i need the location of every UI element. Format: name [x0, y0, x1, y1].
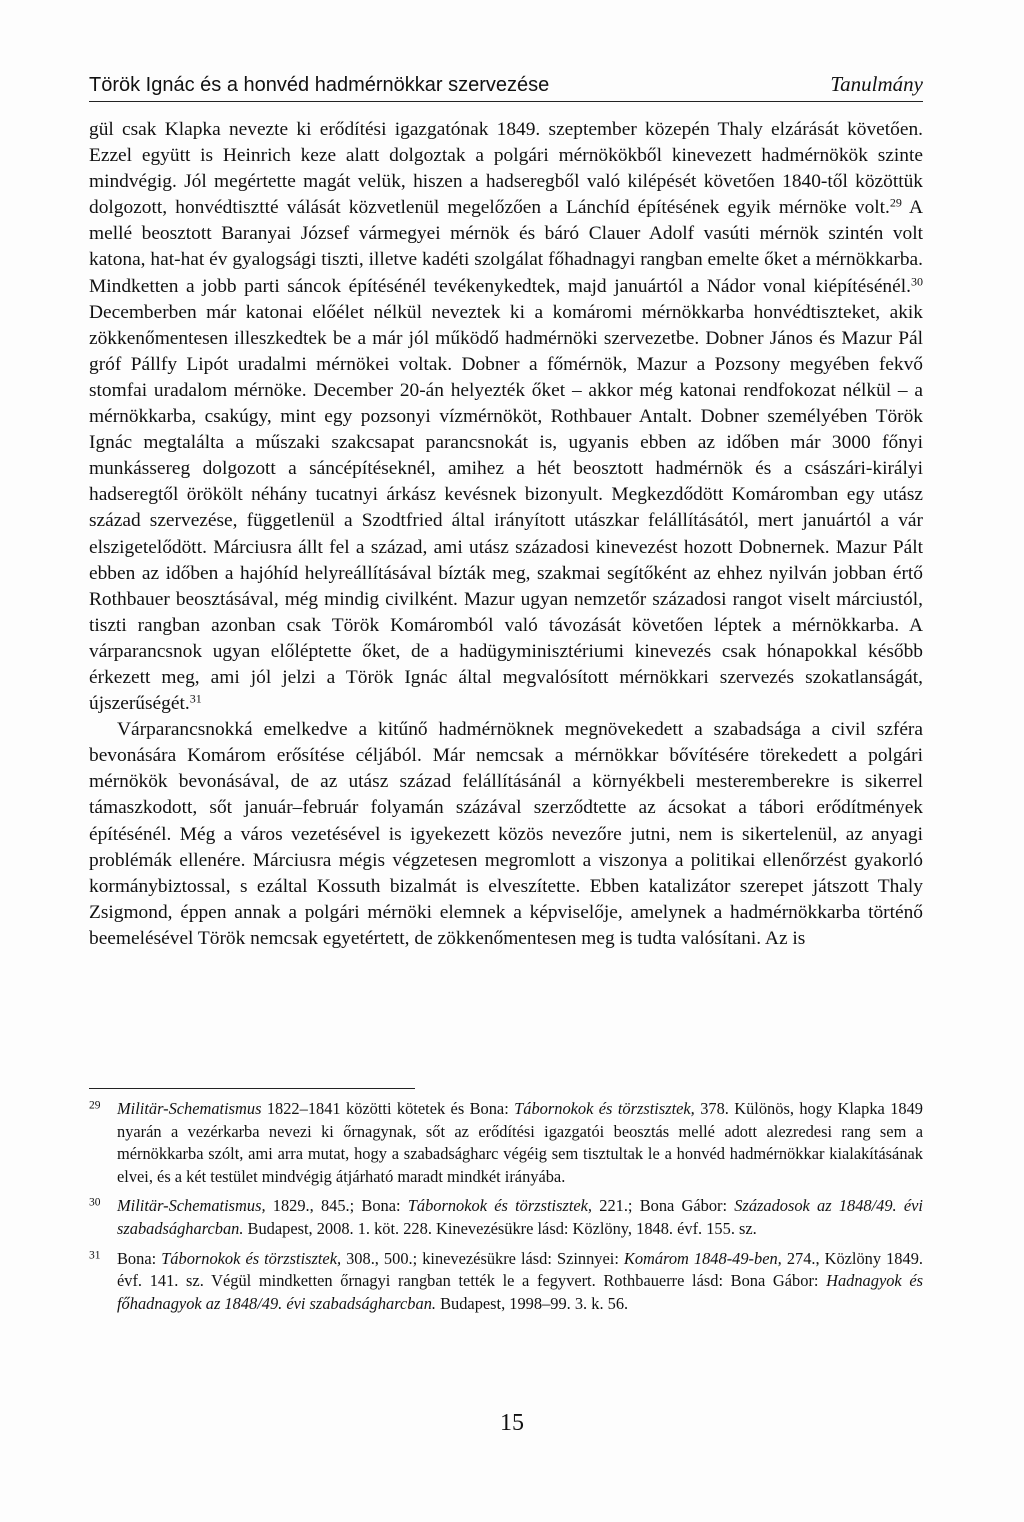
footnote-number: 30 [89, 1196, 101, 1209]
footnote-text: Militär-Schematismus 1822–1841 közötti kötetek és Bona: Tábornokok és törzstisztek, 378. Különös, hogy Klapka 1849 nyarán a vezérkarba nevezi ki őrnagynak, sőt az erődítési igazgatói beosztás mellé adott alezredesi rang sem a mérnökkarba szólt, ami arra mutat, hogy a szabadságharc végéig sem tisztultak le a honvéd hadmérnökkar kialakításának elvei, és a két testület mindvégig átjárható maradt mindkét irányába. [117, 1099, 924, 1186]
footnote-ref-30[interactable]: 30 [910, 273, 923, 288]
paragraph-1-part-3: Decemberben már katonai előélet nélkül neveztek ki a komáromi mérnökkarba honvédtiszteket, akik zökkenőmentesen illeszkedtek be a már jól működő hadmérnöki szervezetbe. Dobner János és Mazur Pál gróf Pállfy Lipót uradalmi mérnökei voltak. Dobner a főmérnök, Mazur a Pozsony megyében fekvő stomfai uradalom mérnöke. December 20-án helyezték őket – akkor még katonai rendfokozat nélkül – a mérnökkarba, csakúgy, mint egy pozsonyi vízmérnököt, Rothbauer Antalt. Dobner személyében Török Ignác megtalálta a műszaki szakcsapat parancsnokát is, ugyanis ebben az időben már 3000 főnyi munkássereg dolgozott a sáncépítéseknél, amihez a hét beosztott hadmérnök és a császári-királyi hadseregtől örökölt néhány tucatnyi árkász kevésnek bizonyult. Megkezdődött Komáromban egy utász század szervezése, függetlenül a Szodtfried által irányított utászkar felállításától, mert januártól a vár elszigetelődött. Márciusra állt fel a század, ami utász századosi kinevezést hozott Dobnernek. Mazur Pált ebben az időben a hajóhíd helyreállításával bízták meg, szakmai segítőként az ehhez nyilván jobban értő Rothbauer beosztásával, még mindig civilként. Mazur ugyan nemzetőr századosi rangot viselt márciustól, tiszti rangban azonban csak Török Komáromból való távozását követően léptek a mérnökkarba. A várparancsnok ugyan előléptette őket, de a hadügyminisztériumi kinevezés csak hónapokkal később érkezett meg, ami jól jelzi a Török Ignác által megvalósított mérnökkari szervezés szokatlanságát, újszerűségét. [89, 301, 923, 715]
paragraph-1-part-1: gül csak Klapka nevezte ki erődítési igazgatónak 1849. szeptember közepén Thaly elzárását követően. Ezzel együtt is Heinrich keze alatt dolgoztak a polgári mérnökökből kinevezett hadmérnökök szinte mindvégig. Jól megértette magát velük, hiszen a hadseregből való kilépését követően 1840-től közöttük dolgozott, honvédtisztté válását közvetlenül megelőzően a Lánchíd építésének egyik mérnöke volt. [89, 119, 923, 219]
footnote-separator [89, 1088, 415, 1089]
paragraph-1-part-2: A mellé beosztott Baranyai József vármegyei mérnök és báró Clauer Adolf vasúti mérnök szintén volt katona, hat-hat év gyalogsági tiszti, illetve kadéti szolgálat főhadnagyi rangban emelte őket a mérnökkarba. Mindketten a jobb parti sáncok építésénél tevékenykedtek, majd januártól a Nádor vonal kiépítésénél. [89, 197, 923, 297]
footnote-ref-31[interactable]: 31 [189, 691, 202, 706]
footnote-ref-29[interactable]: 29 [889, 195, 902, 210]
paragraph-1 [89, 117, 923, 717]
footnote-31 [89, 1248, 923, 1316]
footnote-text: Militär-Schematismus, 1829., 845.; Bona: Tábornokok és törzstisztek, 221.; Bona Gábor: Századosok az 1848/49. évi szabadságharcban. Budapest, 2008. 1. köt. 228. Kinevezésükre lásd: Közlöny, 1848. évf. 155. sz. [117, 1196, 923, 1238]
paragraph-2: Várparancsnokká emelkedve a kitűnő hadmérnöknek megnövekedett a szabadsága a civil szféra bevonására Komárom erősítése céljából. Már nemcsak a mérnökkar bővítésére törekedett a polgári mérnökök bevonásával, de az utász század felállításánál a környékbeli mesteremberekre is sikerrel támaszkodott, sőt január–február folyamán százával szerződtette az ácsokat a tábori erődítmények építésénél. Még a város vezetésével is igyekezett közös nevezőre jutni, nem is sikertelenül, az anyagi problémák ellenére. Márciusra mégis végzetesen megromlott a viszonya a politikai ellenőrzést gyakorló kormánybiztossal, s ezáltal Kossuth bizalmát is elveszítette. Ebben katalizátor szerepet játszott Thaly Zsigmond, éppen annak a polgári mérnöki elemnek a képviselője, amelynek a hadmérnökkarba történő beemelésével Török nemcsak egyetértett, de zökkenőmentesen meg is tudta valósítani. Az is [89, 719, 923, 949]
header-title: Török Ignác és a honvéd hadmérnökkar szervezése [89, 74, 550, 96]
footnote-number: 31 [89, 1248, 101, 1261]
footnote-number: 29 [89, 1099, 101, 1112]
running-header [89, 72, 923, 102]
header-section: Tanulmány [830, 72, 923, 96]
footnote-text: Bona: Tábornokok és törzstisztek, 308., 500.; kinevezésükre lásd: Szinnyei: Komárom 1848-49-ben, 274., Közlöny 1849. évf. 141. sz. Végül mindketten őrnagyi rangban tették le a fegyvert. Rothbauerre lásd: Bona Gábor: Hadnagyok és főhadnagyok az 1848/49. évi szabadságharcban. Budapest, 1998–99. 3. k. 56. [117, 1248, 924, 1313]
page-number: 15 [500, 1410, 524, 1436]
footnotes [89, 1098, 923, 1322]
footnote-29 [89, 1098, 923, 1188]
main-text [89, 117, 923, 952]
footnote-30 [89, 1195, 923, 1240]
